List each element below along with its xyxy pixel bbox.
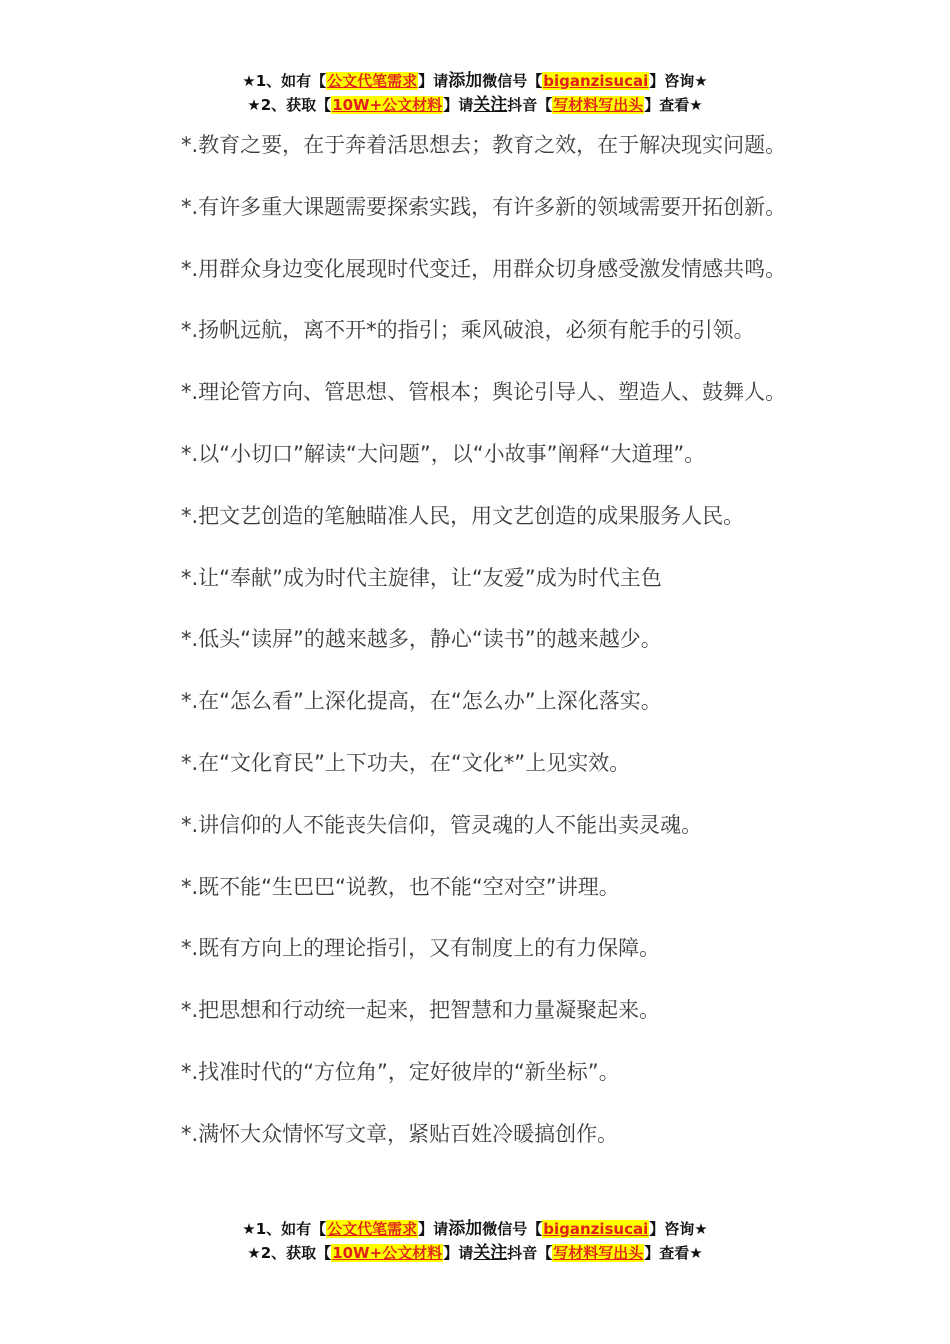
text-line: *.有许多重大课题需要探索实践，有许多新的领域需要开拓创新。: [181, 194, 787, 219]
text-line: *.以“小切口”解读“大问题”，以“小故事”阐释“大道理”。: [181, 441, 706, 466]
banner-line-1: [0, 69, 950, 93]
banner-text: 抖音【: [507, 96, 553, 114]
banner-text: ★1、如有【: [242, 72, 327, 90]
text-line: *.低头“读屏”的越来越多，静心“读书”的越来越少。: [181, 627, 662, 652]
banner-line-2: [0, 1241, 950, 1265]
text-line: *.既不能“生巴巴“说教，也不能“空对空”讲理。: [181, 874, 620, 899]
text-line: *.让“奉献”成为时代主旋律，让“友爱”成为时代主色: [181, 565, 662, 590]
banner-text: 】请: [418, 1220, 449, 1238]
banner-text: 】查看★: [644, 96, 703, 114]
text-line: *.既有方向上的理论指引，又有制度上的有力保障。: [181, 936, 661, 961]
banner-highlight-douyin: 写材料写出头: [553, 96, 644, 114]
banner-text: ★2、获取【: [247, 1244, 332, 1262]
banner-text: ★2、获取【: [247, 96, 332, 114]
text-line: *.用群众身边变化展现时代变迁，用群众切身感受激发情感共鸣。: [181, 256, 787, 281]
text-line: *.满怀大众情怀写文章，紧贴百姓冷暖搞创作。: [181, 1121, 619, 1146]
text-line: *.教育之要，在于奔着活思想去；教育之效，在于解决现实问题。: [181, 133, 787, 157]
banner-text: 】请: [443, 1244, 474, 1262]
header-banner: [0, 69, 950, 117]
banner-text: 抖音【: [507, 1244, 553, 1262]
banner-highlight-service: 公文代笔需求: [327, 1220, 418, 1238]
banner-text: 】请: [443, 96, 474, 114]
banner-text: 】咨询★: [649, 72, 708, 90]
text-line: *.在“怎么看”上深化提高，在“怎么办”上深化落实。: [181, 689, 662, 714]
banner-emphasis: 添加: [448, 1219, 483, 1239]
text-line: *.把思想和行动统一起来，把智慧和力量凝聚起来。: [181, 998, 661, 1023]
banner-line-2: [0, 93, 950, 117]
text-line: *.扬帆远航，离不开*的指引；乘风破浪，必须有舵手的引领。: [181, 318, 755, 343]
text-line: *.讲信仰的人不能丧失信仰，管灵魂的人不能出卖灵魂。: [181, 812, 703, 837]
text-line: *.理论管方向、管思想、管根本；舆论引导人、塑造人、鼓舞人。: [181, 380, 787, 405]
banner-text: 微信号【: [482, 1220, 543, 1238]
banner-text: ★1、如有【: [242, 1220, 327, 1238]
banner-emphasis: 添加: [448, 71, 483, 91]
text-line: *.在“文化育民”上下功夫，在“文化*”上见实效。: [181, 750, 631, 775]
banner-line-1: [0, 1217, 950, 1241]
banner-highlight-wechat: biganzisucai: [543, 72, 649, 90]
banner-highlight-wechat: biganzisucai: [543, 1220, 649, 1238]
footer-banner: [0, 1217, 950, 1265]
banner-highlight-service: 公文代笔需求: [327, 72, 418, 90]
banner-highlight-materials: 10W+公文材料: [332, 1244, 443, 1262]
banner-text: 】咨询★: [649, 1220, 708, 1238]
document-body: [181, 127, 921, 1178]
text-line: *.找准时代的“方位角”，定好彼岸的“新坐标”。: [181, 1059, 620, 1084]
banner-text: 微信号【: [482, 72, 543, 90]
banner-emphasis: 关注: [473, 95, 508, 115]
banner-highlight-douyin: 写材料写出头: [553, 1244, 644, 1262]
banner-text: 】请: [418, 72, 449, 90]
banner-text: 】查看★: [644, 1244, 703, 1262]
banner-emphasis: 关注: [473, 1243, 508, 1263]
text-line: *.把文艺创造的笔触瞄准人民，用文艺创造的成果服务人民。: [181, 503, 745, 528]
banner-highlight-materials: 10W+公文材料: [332, 96, 443, 114]
